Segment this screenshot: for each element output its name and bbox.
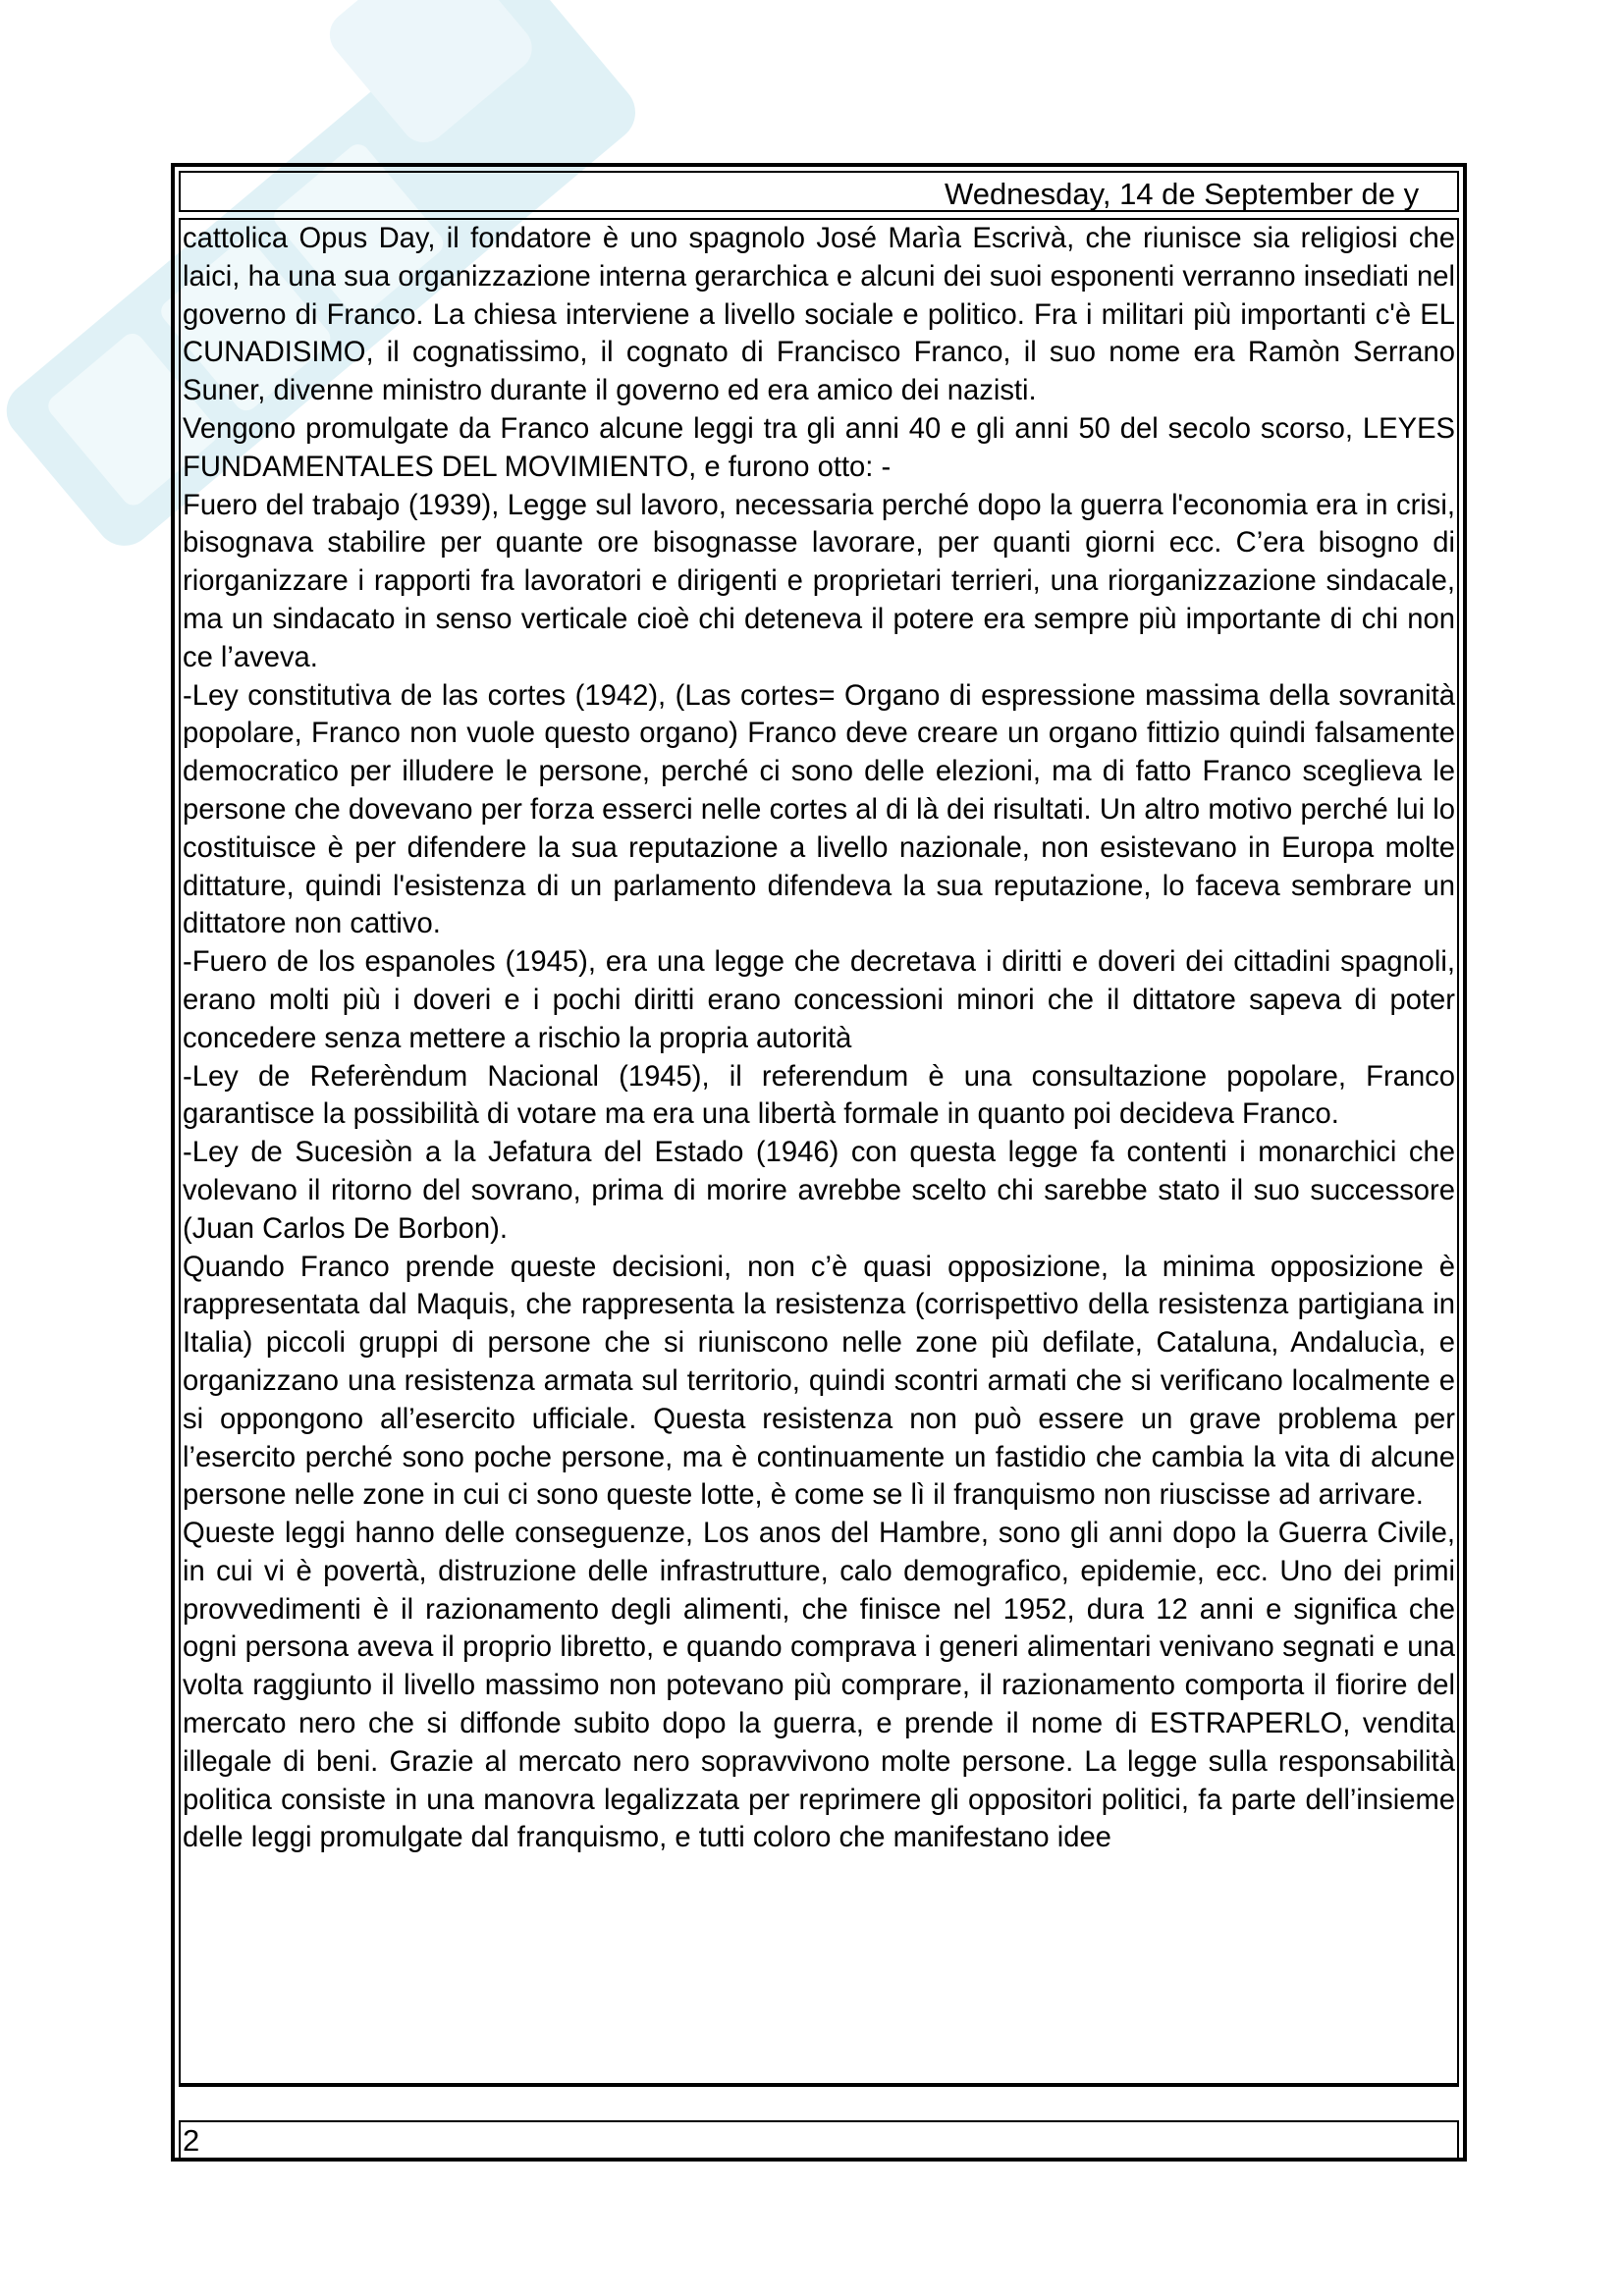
header-row	[179, 171, 1459, 212]
paragraph: -Fuero de los espanoles (1945), era una legge che decretava i diritti e doveri dei cittadini spagnoli, erano molti più i doveri e i pochi diritti erano concessioni minori che il dittatore sapeva di poter concedere senza mettere a rischio la propria autorità	[183, 946, 1455, 1054]
paragraph: Vengono promulgate da Franco alcune leggi tra gli anni 40 e gli anni 50 del secolo scorso, LEYES FUNDAMENTALES DEL MOVIMIENTO, e furono otto: -	[183, 412, 1455, 483]
footer-row	[179, 2120, 1459, 2160]
paragraph: Quando Franco prende queste decisioni, non c’è quasi opposizione, la minima opposizione è rappresentata dal Maquis, che rappresenta la resistenza (corrispettivo della resistenza partigiana in Italia) piccoli gruppi di persone che si riuniscono nelle zone più defilate, Cataluna, Andalucìa, e organizzano una resistenza armata sul territorio, quindi scontri armati che si verificano localmente e si oppongono all’esercito ufficiale. Questa resistenza non può essere un grave problema per l’esercito perché sono poche persone, ma è continuamente un fastidio che cambia la vita di alcune persone nelle zone in cui ci sono queste lotte, è come se lì il franquismo non riuscisse ad arrivare.	[183, 1251, 1455, 1512]
body-cell	[179, 218, 1459, 2085]
paragraph: -Ley constitutiva de las cortes (1942), (Las cortes= Organo di espressione massima della sovranità popolare, Franco non vuole questo organo) Franco deve creare un organo fittizio quindi falsamente democratico per illudere le persone, perché ci sono delle elezioni, ma di fatto Franco sceglieva le persone che dovevano per forza esserci nelle cortes al di là dei risultati. Un altro motivo perché lui lo costituisce è per difendere la sua reputazione a livello nazionale, non esistevano in Europa molte dittature, quindi l'esistenza di un parlamento difendeva la sua reputazione, lo faceva sembrare un dittatore non cattivo.	[183, 679, 1455, 940]
page-number: 2	[183, 2123, 200, 2158]
header-date: Wednesday, 14 de September de y	[945, 177, 1420, 211]
page-frame	[171, 163, 1467, 2162]
paragraph: -Ley de Referèndum Nacional (1945), il referendum è una consultazione popolare, Franco garantisce la possibilità di votare ma era una libertà formale in quanto poi decideva Franco.	[183, 1060, 1455, 1131]
paragraph: Queste leggi hanno delle conseguenze, Los anos del Hambre, sono gli anni dopo la Guerra Civile, in cui vi è povertà, distruzione delle infrastrutture, calo demografico, epidemie, ecc. Uno dei primi provvedimenti è il razionamento degli alimenti, che finisce nel 1952, dura 12 anni e significa che ogni persona aveva il proprio libretto, e quando comprava i generi alimentari venivano segnati e una volta raggiunto il livello massimo non potevano più comprare, il razionamento comporta il fiorire del mercato nero che si diffonde subito dopo la guerra, e prende il nome di ESTRAPERLO, vendita illegale di beni. Grazie al mercato nero sopravvivono molte persone. La legge sulla responsabilità politica consiste in una manovra legalizzata per reprimere gli oppositori politici, fa parte dell’insieme delle leggi promulgate dal franquismo, e tutti coloro che manifestano idee	[183, 1518, 1455, 1854]
empty-row-divider	[179, 2085, 1459, 2087]
paragraph: cattolica Opus Day, il fondatore è uno spagnolo José Marìa Escrivà, che riunisce sia religiosi che laici, ha una sua organizzazione interna gerarchica e alcuni dei suoi esponenti verranno insediati nel governo di Franco. La chiesa interviene a livello sociale e politico. Fra i militari più importanti c'è EL CUNADISIMO, il cognatissimo, il cognato di Francisco Franco, il suo nome era Ramòn Serrano Suner, divenne ministro durante il governo ed era amico dei nazisti.	[183, 223, 1455, 407]
body-text	[183, 220, 1455, 1857]
paragraph: Fuero del trabajo (1939), Legge sul lavoro, necessaria perché dopo la guerra l'economia era in crisi, bisognava stabilire per quante ore bisognasse lavorare, per quanti giorni ecc. C’era bisogno di riorganizzare i rapporti fra lavoratori e dirigenti e proprietari terrieri, una riorganizzazione sindacale, ma un sindacato in senso verticale cioè chi deteneva il potere era sempre più importante di chi non ce l’aveva.	[183, 489, 1455, 673]
paragraph: -Ley de Sucesiòn a la Jefatura del Estado (1946) con questa legge fa contenti i monarchici che volevano il ritorno del sovrano, prima di morire avrebbe scelto chi sarebbe stato il suo successore (Juan Carlos De Borbon).	[183, 1137, 1455, 1245]
